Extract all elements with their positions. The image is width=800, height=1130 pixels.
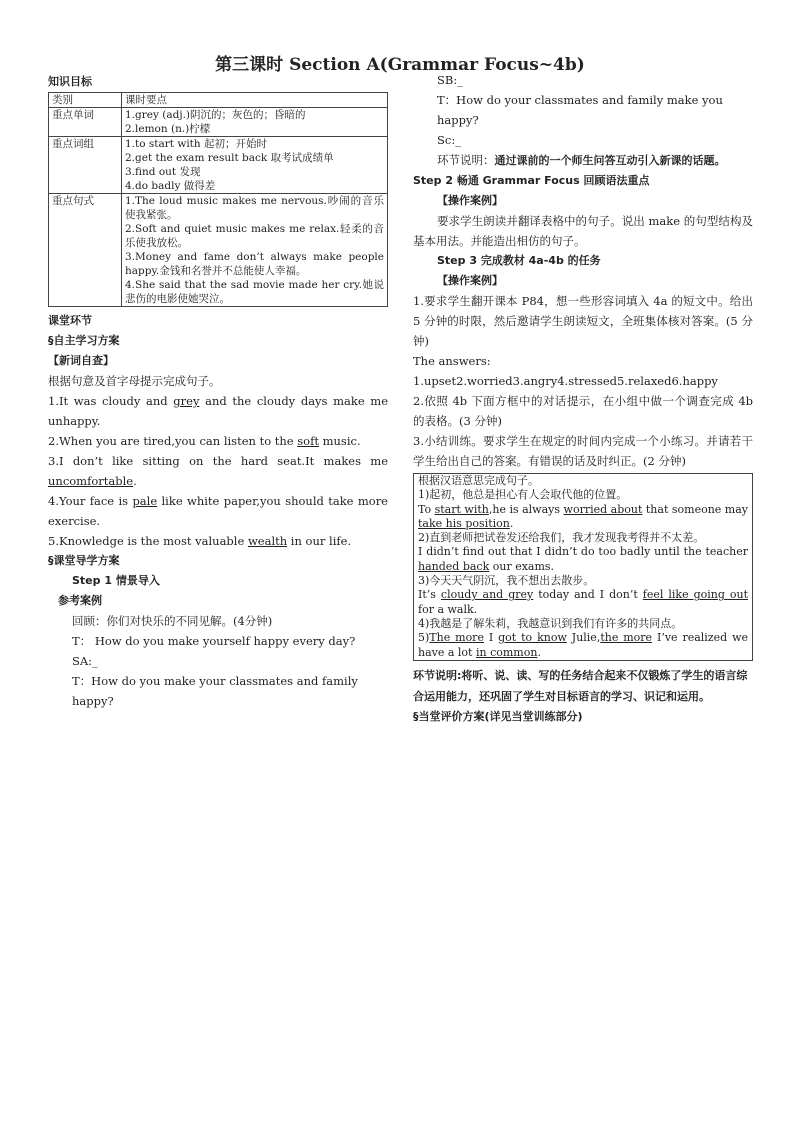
step1-heading: Step 1 情景导入 — [72, 574, 160, 587]
operation-case-label: 【操作案例】 — [437, 274, 503, 287]
row-item: 4.do badly 做得差 — [125, 180, 216, 192]
row-category: 重点单词 — [49, 108, 122, 137]
box-answer: 5)The more I got to know Julie,the more I’ve realized we have a lot in common. — [418, 631, 748, 659]
row-item: 2.get the exam result back 取考试成绩单 — [125, 152, 334, 164]
self-study-heading: §自主学习方案 — [48, 334, 120, 347]
exercise-box — [413, 473, 753, 661]
guide-line: 回顾：你们对快乐的不同见解。(4分钟) — [72, 614, 273, 628]
exercise-item: 4.Your face is pale like white paper,you should take more exercise. — [48, 494, 388, 528]
table-header-category: 类别 — [49, 93, 122, 108]
step3-paragraph: 3.小结训练。要求学生在规定的时间内完成一个小练习。并请若干学生给出自己的答案。有错误的话及时纠正。(2 分钟) — [413, 434, 753, 468]
new-words-intro: 根据句意及首字母提示完成句子。 — [48, 374, 221, 388]
exercise-item: 2.When you are tired,you can listen to the soft music. — [48, 434, 361, 448]
box-question-cn: 1)起初，他总是担心有人会取代他的位置。 — [418, 488, 628, 502]
step3-paragraph: 1.要求学生翻开课本 P84，想一些形容词填入 4a 的短文中。给出 5 分钟的时限，然后邀请学生朗读短文，全班集体核对答案。(5 分钟) — [413, 294, 753, 348]
dialog-line: T：How do your classmates and family make you happy? — [437, 93, 723, 127]
objectives-table — [48, 92, 388, 307]
table-row — [49, 108, 388, 137]
table-header-points: 课时要点 — [122, 93, 388, 108]
row-item: 1.to start with 起初；开始时 — [125, 138, 268, 150]
evaluation-heading: §当堂评价方案(详见当堂训练部分) — [413, 709, 583, 723]
dialog-line: SB:_ — [437, 73, 463, 87]
reference-case-label: 参考案例 — [58, 594, 102, 607]
row-item: 2.Soft and quiet music makes me relax.轻柔的音乐使我放松。 — [125, 223, 384, 249]
table-header-row — [49, 93, 388, 108]
answers-label: The answers: — [413, 354, 491, 368]
answer-blank: pale — [132, 494, 158, 508]
box-question-cn: 3)今天天气阴沉，我不想出去散步。 — [418, 574, 595, 588]
page-title: 第三课时 Section A(Grammar Focus~4b) — [215, 55, 585, 75]
box-intro: 根据汉语意思完成句子。 — [418, 474, 539, 487]
row-item: 3.Money and fame don’t always make people happy.金钱和名誉并不总能使人幸福。 — [125, 251, 384, 277]
exercise-item: 1.It was cloudy and grey and the cloudy days make me unhappy. — [48, 394, 388, 428]
step3-paragraph: 2.依照 4b 下面方框中的对话提示，在小组中做一个调查完成 4b 的表格。(3 分钟) — [413, 394, 753, 428]
row-items — [122, 108, 388, 137]
left-column — [48, 72, 388, 711]
guide-line: SA:_ — [72, 654, 98, 668]
table-row — [49, 194, 388, 307]
exercise-item: 3.I don’t like sitting on the hard seat.It makes me uncomfortable. — [48, 454, 388, 488]
right-column — [413, 70, 753, 727]
row-items — [122, 194, 388, 307]
row-item: 4.She said that the sad movie made her cry.她说悲伤的电影使她哭泣。 — [125, 279, 384, 305]
row-item: 2.lemon (n.)柠檬 — [125, 123, 211, 135]
row-item: 1.grey (adj.)阴沉的；灰色的；昏暗的 — [125, 109, 306, 121]
section-note: 环节说明：通过课前的一个师生问答互动引入新课的话题。 — [437, 153, 726, 167]
guide-line: T： How do you make yourself happy every day? — [72, 634, 356, 648]
table-row — [49, 137, 388, 194]
row-category: 重点词组 — [49, 137, 122, 194]
step3-heading: Step 3 完成教材 4a-4b 的任务 — [437, 254, 601, 267]
box-answer: To start with,he is always worried about that someone may take his position. — [418, 502, 748, 530]
row-item: 3.find out 发现 — [125, 166, 201, 178]
answer-blank: wealth — [247, 534, 288, 548]
row-items — [122, 137, 388, 194]
answer-blank: grey — [173, 394, 200, 408]
class-section-heading: 课堂环节 — [48, 314, 92, 327]
row-item: 1.The loud music makes me nervous.吵闹的音乐使我紧张。 — [125, 195, 384, 221]
operation-case-label: 【操作案例】 — [437, 194, 503, 207]
final-note: 环节说明:将听、说、读、写的任务结合起来不仅锻炼了学生的语言综合运用能力，还巩固了学生对目标语言的学习、识记和运用。 — [413, 668, 748, 703]
new-words-heading: 【新词自查】 — [48, 354, 114, 367]
box-answer: I didn’t find out that I didn’t do too badly until the teacher handed back our exams. — [418, 545, 748, 573]
box-question-cn: 4)我越是了解朱莉，我越意识到我们有许多的共同点。 — [418, 616, 683, 630]
guide-heading: §课堂导学方案 — [48, 554, 120, 567]
box-question-cn: 2)直到老师把试卷发还给我们，我才发现我考得并不太差。 — [418, 531, 705, 545]
answer-blank: uncomfortable — [48, 474, 134, 488]
box-answer: It’s cloudy and grey today and I don’t feel like going out for a walk. — [418, 588, 748, 616]
answer-blank: soft — [297, 434, 319, 448]
guide-line: T：How do you make your classmates and family happy? — [72, 674, 358, 708]
objectives-heading: 知识目标 — [48, 75, 92, 88]
answers-list: 1.upset2.worried3.angry4.stressed5.relaxed6.happy — [413, 374, 718, 388]
step2-heading: Step 2 畅通 Grammar Focus 回顾语法重点 — [413, 174, 650, 187]
exercise-item: 5.Knowledge is the most valuable wealth in our life. — [48, 534, 352, 548]
dialog-line: Sc:_ — [437, 133, 461, 147]
step2-text: 要求学生朗读并翻译表格中的句子。说出 make 的句型结构及基本用法。并能造出相仿的句子。 — [413, 214, 753, 248]
row-category: 重点句式 — [49, 194, 122, 307]
